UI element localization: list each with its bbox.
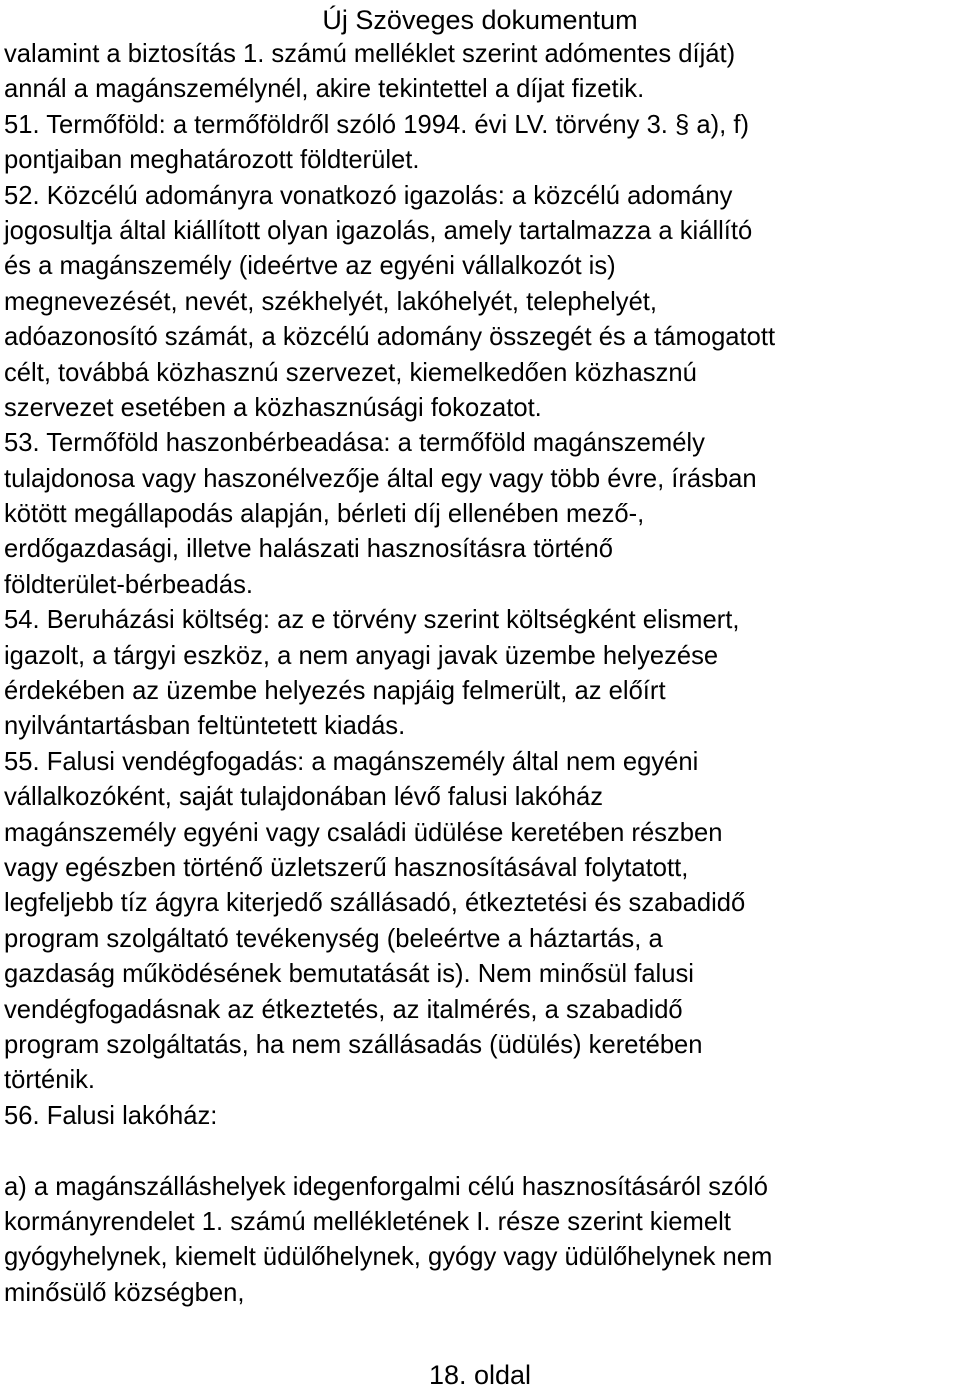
text-line: kormányrendelet 1. számú mellékletének I. része szerint kiemelt — [4, 1207, 731, 1236]
text-line: 55. Falusi vendégfogadás: a magánszemély által nem egyéni — [4, 747, 699, 776]
text-line: valamint a biztosítás 1. számú melléklet szerint adómentes díját) — [4, 40, 736, 68]
text-line: 51. Termőföld: a termőföldről szóló 1994. évi LV. törvény 3. § a), f) — [4, 110, 749, 139]
text-line: program szolgáltatás, ha nem szállásadás (üdülés) keretében — [4, 1030, 703, 1059]
document-title: Új Szöveges dokumentum — [322, 5, 638, 35]
text-line: adóazonosító számát, a közcélú adomány összegét és a támogatott — [4, 323, 776, 352]
text-line: erdőgazdasági, illetve halászati hasznosításra történő — [4, 535, 613, 564]
blank-line — [4, 1134, 956, 1169]
text-line: vállalkozóként, saját tulajdonában lévő falusi lakóház — [4, 783, 603, 812]
text-line: 56. Falusi lakóház: — [4, 1101, 218, 1130]
text-line: és a magánszemély (ideértve az egyéni vállalkozót is) — [4, 252, 616, 281]
document-page — [4, 0, 956, 1392]
text-line: annál a magánszemélynél, akire tekintettel a díjat fizetik. — [4, 75, 645, 104]
text-line: vagy egészben történő üzletszerű hasznosításával folytatott, — [4, 853, 689, 882]
text-line: pontjaiban meghatározott földterület. — [4, 146, 420, 175]
text-line: nyilvántartásban feltüntetett kiadás. — [4, 712, 406, 741]
text-line: megnevezését, nevét, székhelyét, lakóhelyét, telephelyét, — [4, 287, 658, 316]
text-line: gazdaság működésének bemutatását is). Nem minősül falusi — [4, 960, 694, 989]
text-line: célt, továbbá közhasznú szervezet, kiemelkedően közhasznú — [4, 358, 697, 387]
text-line: 52. Közcélú adományra vonatkozó igazolás: a közcélú adomány — [4, 181, 733, 210]
text-line: vendégfogadásnak az étkeztetés, az italmérés, a szabadidő — [4, 995, 683, 1024]
text-line: 54. Beruházási költség: az e törvény szerint költségként elismert, — [4, 606, 740, 635]
text-line: földterület-bérbeadás. — [4, 570, 253, 599]
text-line: érdekében az üzembe helyezés napjáig felmerült, az előírt — [4, 677, 666, 706]
text-line: magánszemély egyéni vagy családi üdülése keretében részben — [4, 818, 723, 847]
text-line: gyógyhelynek, kiemelt üdülőhelynek, gyógy vagy üdülőhelynek nem — [4, 1243, 773, 1272]
text-line: kötött megállapodás alapján, bérleti díj ellenében mező-, — [4, 500, 645, 529]
text-line: jogosultja által kiállított olyan igazolás, amely tartalmazza a kiállító — [4, 216, 753, 245]
text-line: a) a magánszálláshelyek idegenforgalmi célú hasznosításáról szóló — [4, 1172, 768, 1201]
text-line: legfeljebb tíz ágyra kiterjedő szállásadó, étkeztetési és szabadidő — [4, 889, 746, 918]
text-line: tulajdonosa vagy haszonélvezője által egy vagy több évre, írásban — [4, 464, 757, 493]
text-line: igazolt, a tárgyi eszköz, a nem anyagi javak üzembe helyezése — [4, 641, 719, 670]
page-number: 18. oldal — [428, 1360, 532, 1390]
text-line: szervezet esetében a közhasznúsági fokozatot. — [4, 393, 542, 422]
document-body — [4, 37, 956, 1311]
text-line: program szolgáltató tevékenység (beleértve a háztartás, a — [4, 924, 663, 953]
text-line: 53. Termőföld haszonbérbeadása: a termőföld magánszemély — [4, 429, 705, 458]
text-line: történik. — [4, 1066, 96, 1095]
text-line: minősülő községben, — [4, 1278, 245, 1307]
